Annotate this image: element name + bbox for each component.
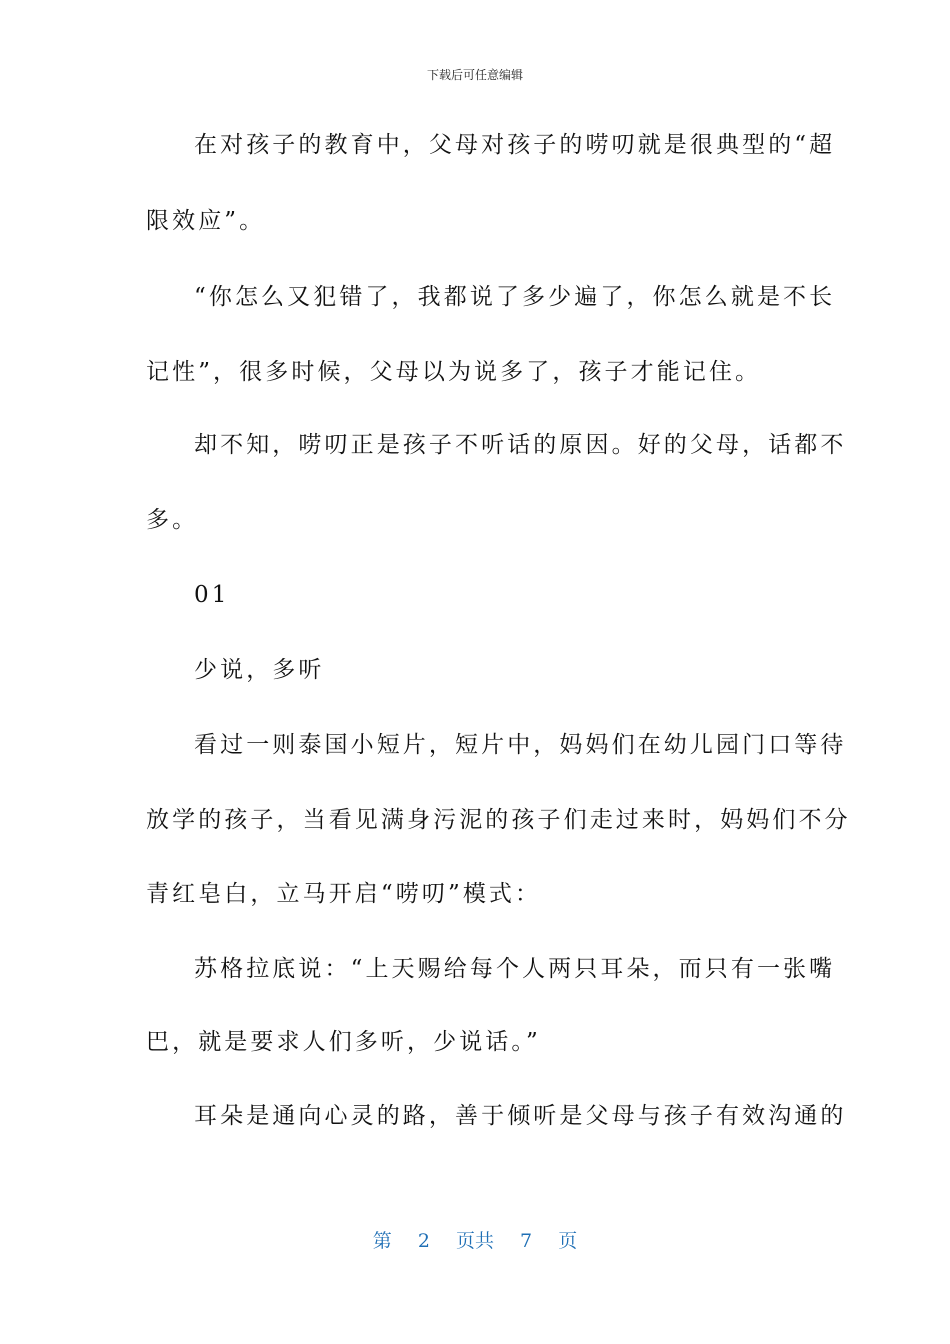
section-heading: 少说，多听 <box>194 657 325 683</box>
page-header: 下载后可任意编辑 <box>426 68 523 82</box>
paragraph-line: 苏格拉底说：“上天赐给每个人两只耳朵，而只有一张嘴 <box>194 956 836 982</box>
total-page-count: 7 <box>520 1230 533 1252</box>
paragraph-line: 多。 <box>146 507 199 533</box>
paragraph-line: 记性”，很多时候，父母以为说多了，孩子才能记住。 <box>146 359 762 385</box>
paragraph-line: 在对孩子的教育中，父母对孩子的唠叨就是很典型的“超 <box>194 132 836 158</box>
paragraph-line: 放学的孩子，当看见满身污泥的孩子们走过来时，妈妈们不分 <box>146 807 851 833</box>
page-footer <box>0 1226 950 1253</box>
paragraph-line: 耳朵是通向心灵的路，善于倾听是父母与孩子有效沟通的 <box>194 1103 847 1129</box>
paragraph-line: 看过一则泰国小短片，短片中，妈妈们在幼儿园门口等待 <box>194 732 847 758</box>
paragraph-line: 却不知，唠叨正是孩子不听话的原因。好的父母，话都不 <box>194 432 847 458</box>
paragraph-line: 巴，就是要求人们多听，少说话。” <box>146 1029 541 1055</box>
footer-prefix: 第 <box>372 1230 392 1252</box>
paragraph-line: 青红皂白，立马开启“唠叨”模式： <box>146 881 542 907</box>
paragraph-line: “你怎么又犯错了，我都说了多少遍了，你怎么就是不长 <box>194 284 836 310</box>
footer-suffix: 页 <box>558 1230 578 1252</box>
paragraph-line: 限效应”。 <box>146 208 266 234</box>
section-number: 01 <box>194 582 230 608</box>
footer-middle: 页共 <box>455 1230 494 1252</box>
current-page-number: 2 <box>417 1230 430 1252</box>
